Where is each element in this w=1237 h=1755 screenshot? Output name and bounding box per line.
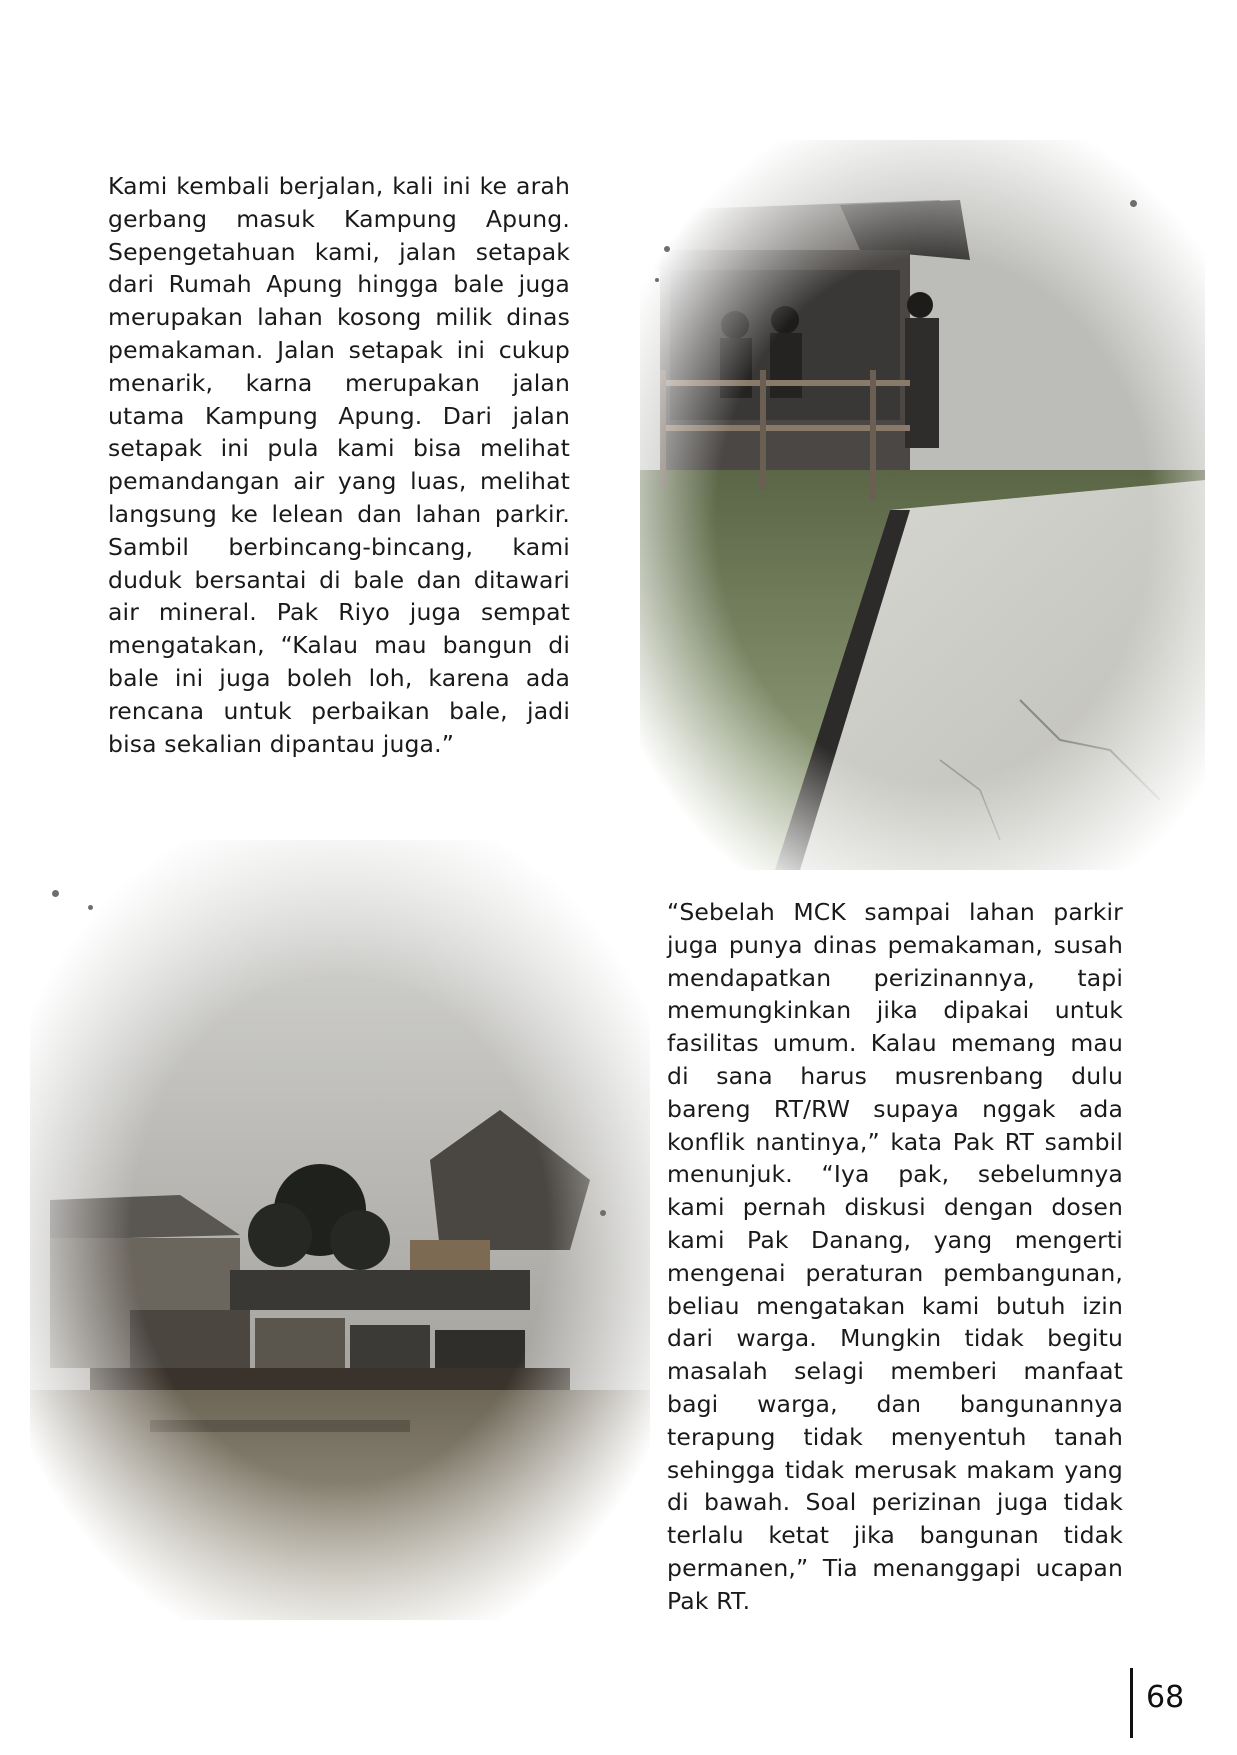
lake-parking-photo <box>30 840 650 1620</box>
page-number: 68 <box>1146 1680 1185 1715</box>
paint-splatter <box>655 278 659 282</box>
paint-splatter <box>1130 200 1137 207</box>
body-paragraph-top: Kami kembali berjalan, kali ini ke arah gerbang masuk Kampung Apung. Sepengetahuan kami, jalan setapak dari Rumah Apung hingga bale juga merupakan lahan kosong milik dinas pemakaman. Jalan setapak ini cukup menarik, karna merupakan jalan utama Kampung Apung. Dari jalan setapak ini pula kami bisa melihat pemandangan air yang luas, melihat langsung ke lelean dan lahan parkir. Sambil berbincang-bincang, kami duduk bersantai di bale dan ditawari air mineral. Pak Riyo juga sempat mengatakan, “Kalau mau bangun di bale ini juga boleh loh, karena ada rencana untuk perbaikan bale, jadi bisa sekalian dipantau juga.” <box>108 172 570 758</box>
paint-splatter <box>664 246 670 252</box>
paint-splatter <box>600 1210 606 1216</box>
bale-hut-photo <box>640 140 1205 870</box>
page-number-divider <box>1130 1668 1133 1738</box>
paint-splatter <box>88 905 93 910</box>
paint-splatter <box>52 890 59 897</box>
body-paragraph-bottom: “Sebelah MCK sampai lahan parkir juga punya dinas pemakaman, susah mendapatkan perizinannya, tapi memungkinkan jika dipakai untuk fasilitas umum. Kalau memang mau di sana harus musrenbang dulu bareng RT/RW supaya nggak ada konflik nantinya,” kata Pak RT sambil menunjuk. “Iya pak, sebelumnya kami pernah diskusi dengan dosen kami Pak Danang, yang mengerti mengenai peraturan pembangunan, beliau mengatakan kami butuh izin dari warga. Mungkin tidak begitu masalah selagi memberi manfaat bagi warga, dan bangunannya terapung tidak menyentuh tanah sehingga tidak merusak makam yang di bawah. Soal perizinan juga tidak terlalu ketat jika bangunan tidak permanen,” Tia menanggapi ucapan Pak RT. <box>667 898 1123 1615</box>
